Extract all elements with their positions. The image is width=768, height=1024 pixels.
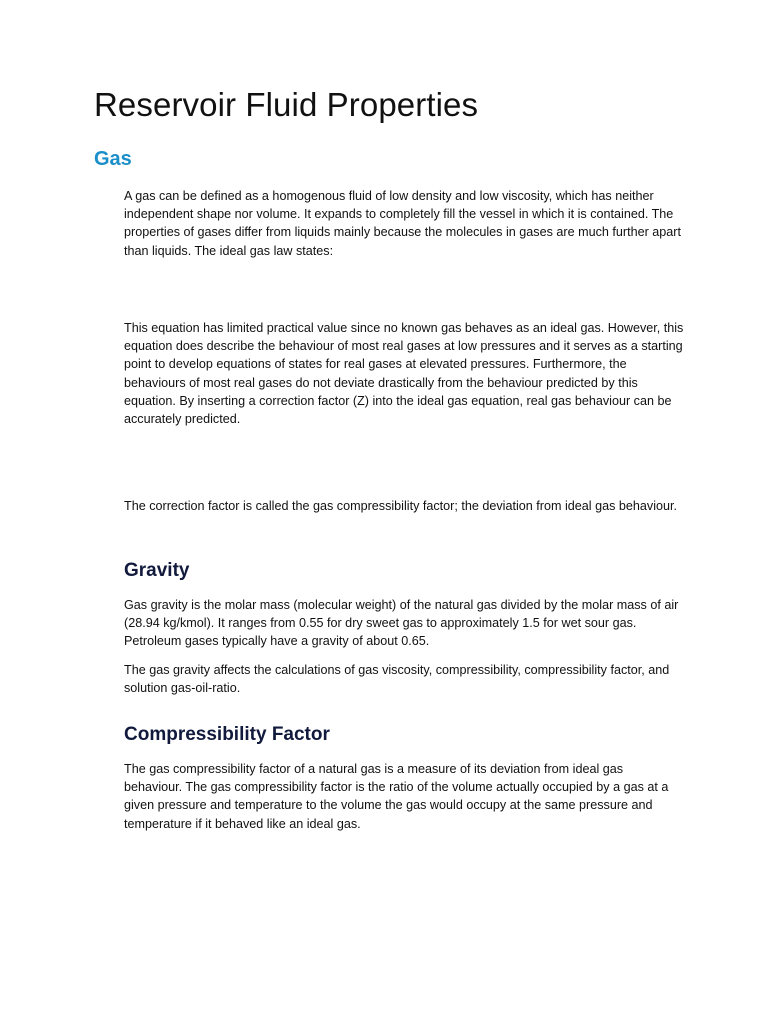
document-title: Reservoir Fluid Properties — [94, 86, 479, 123]
gas-paragraph-2: This equation has limited practical value since no known gas behaves as an ideal gas. However, this equation does describe the behaviour of most real gases at low pressures and it serves as a starting point to develop equations of states for real gases at elevated pressures. Furthermore, the behaviours of most real gases do not deviate drastically from the behaviour predicted by this equation. By inserting a correction factor (Z) into the ideal gas equation, real gas behaviour can be accurately predicted. — [124, 321, 684, 427]
heading-gas: Gas — [94, 148, 132, 170]
gas-paragraph-1: A gas can be defined as a homogenous fluid of low density and low viscosity, which has neither independent shape nor volume. It expands to completely fill the vessel in which it is contained. The properties of gases differ from liquids mainly because the molecules in gases are much further apart than liquids. The ideal gas law states: — [124, 189, 681, 258]
gravity-paragraph-2: The gas gravity affects the calculations of gas viscosity, compressibility, compressibility factor, and solution gas-oil-ratio. — [124, 663, 670, 696]
gas-paragraph-3: The correction factor is called the gas compressibility factor; the deviation from ideal gas behaviour. — [124, 499, 677, 513]
heading-gravity: Gravity — [124, 560, 190, 581]
heading-compressibility-factor: Compressibility Factor — [124, 724, 330, 745]
gravity-paragraph-1: Gas gravity is the molar mass (molecular weight) of the natural gas divided by the molar mass of air (28.94 kg/kmol). It ranges from 0.55 for dry sweet gas to approximately 1.5 for wet sour gas. Petroleum gases typically have a gravity of about 0.65. — [124, 598, 679, 649]
compressibility-paragraph-1: The gas compressibility factor of a natural gas is a measure of its deviation from ideal gas behaviour. The gas compressibility factor is the ratio of the volume actually occupied by a gas at a given pressure and temperature to the volume the gas would occupy at the same pressure and temperature if it behaved like an ideal gas. — [124, 762, 669, 831]
